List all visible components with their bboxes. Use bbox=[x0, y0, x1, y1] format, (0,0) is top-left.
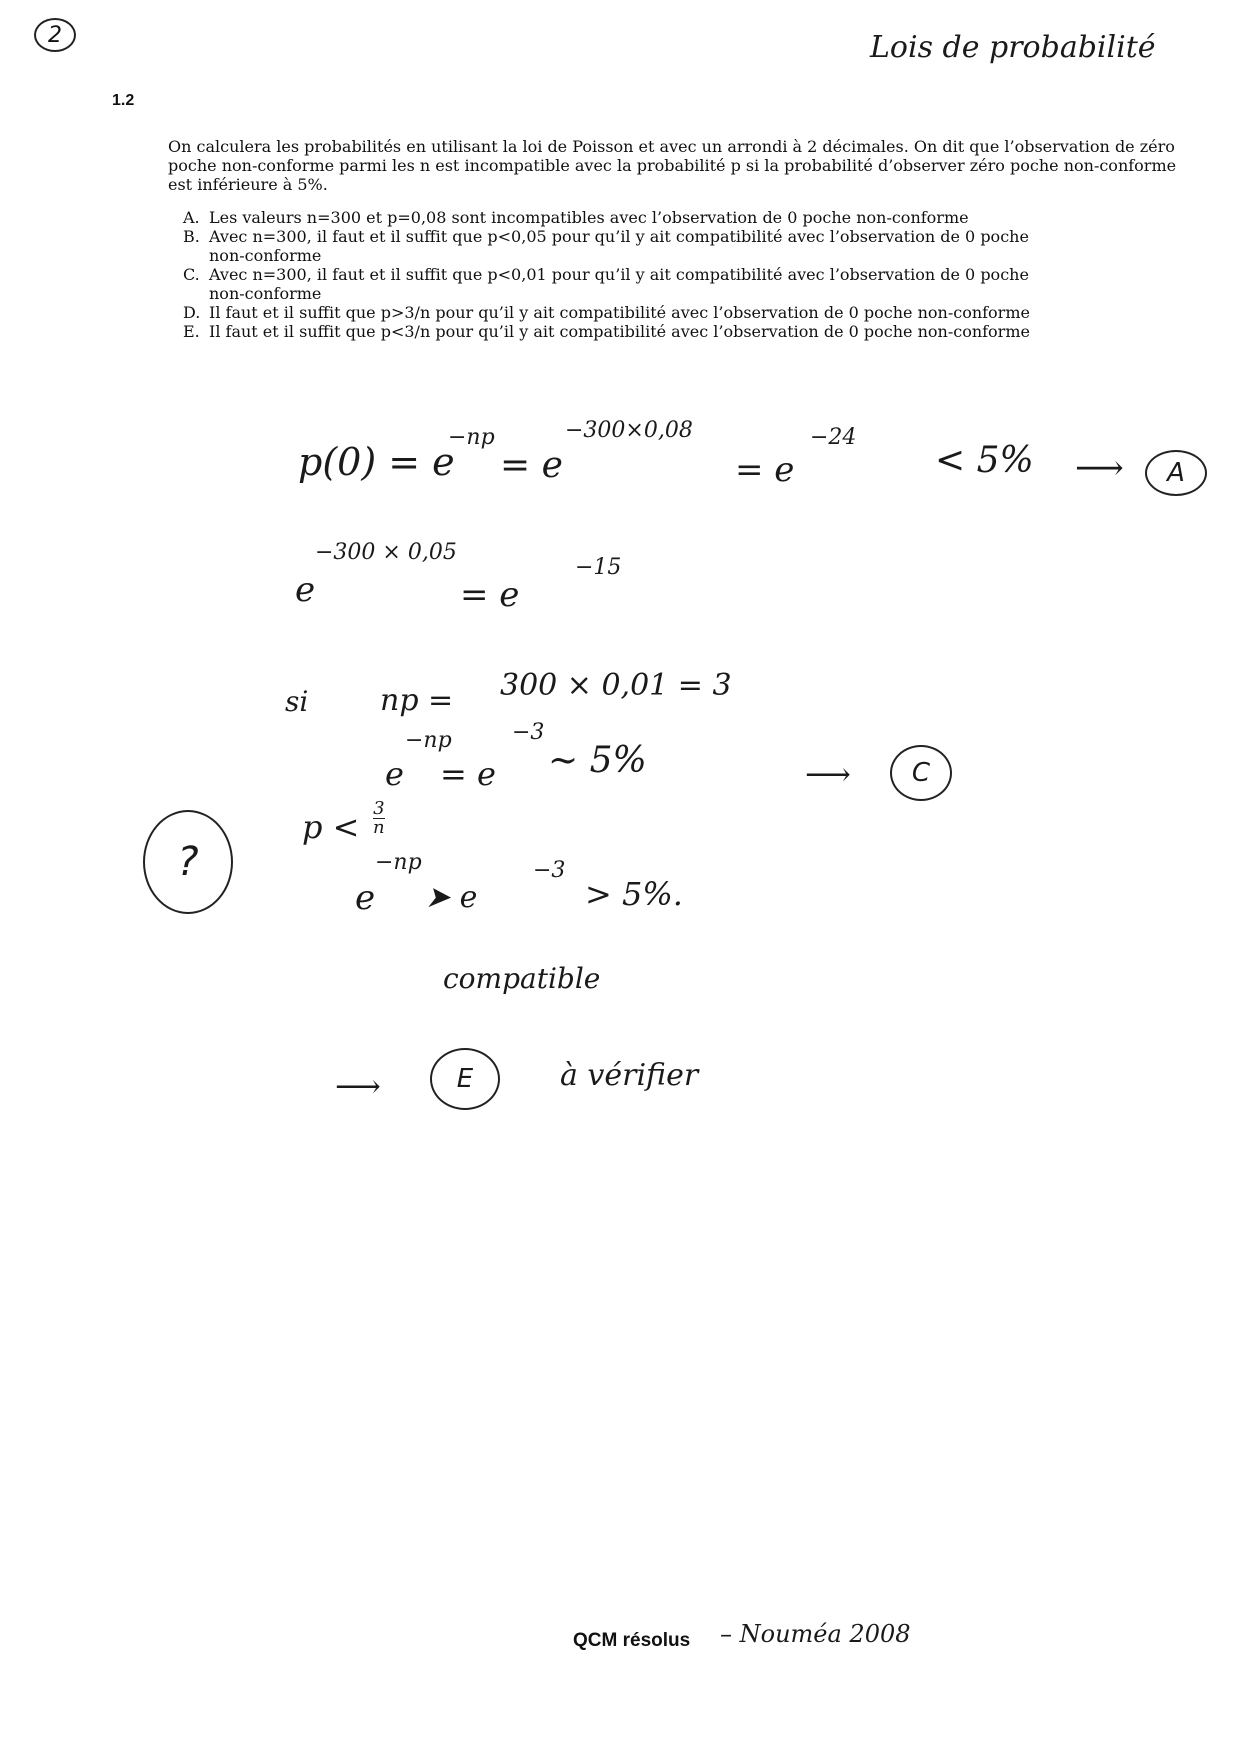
note-l1-c-exponent: −24 bbox=[810, 425, 857, 450]
option-text: Les valeurs n=300 et p=0,08 sont incompatibles avec l’observation de 0 poche non-conforme bbox=[209, 208, 969, 227]
note-np: np = bbox=[380, 683, 454, 718]
note-l6-a: e bbox=[355, 878, 376, 918]
option-letter: B. bbox=[183, 227, 200, 246]
note-p0-exponent: −np bbox=[448, 425, 495, 450]
arrow-icon: ⟶ bbox=[805, 755, 851, 793]
note-l4-c: ~ 5% bbox=[548, 740, 647, 781]
note-l1-b-exponent: −300×0,08 bbox=[565, 418, 693, 443]
question-mark-circle bbox=[143, 810, 233, 914]
fraction-denominator: n bbox=[373, 817, 385, 838]
note-l2-a: e bbox=[295, 570, 316, 610]
page-number: 2 bbox=[48, 22, 62, 48]
note-compatible: compatible bbox=[443, 962, 601, 995]
section-title: Lois de probabilité bbox=[870, 30, 1156, 65]
arrow-icon: ⟶ bbox=[335, 1067, 381, 1105]
answer-circle-a bbox=[1145, 450, 1207, 496]
option-letter: A. bbox=[183, 208, 200, 227]
option-letter: C. bbox=[183, 265, 200, 284]
answer-circle-c bbox=[890, 745, 952, 801]
note-l2-b-exponent: −15 bbox=[575, 555, 622, 580]
note-l4-a: e bbox=[385, 755, 404, 793]
answer-letter: C bbox=[911, 758, 931, 788]
option-text: Il faut et il suffit que p<3/n pour qu’il y ait compatibilité avec l’observation de 0 poche non-conforme bbox=[209, 322, 1030, 341]
answer-letter: A bbox=[1167, 458, 1185, 488]
note-l1-b: = e bbox=[500, 445, 563, 486]
note-l6-b: ➤ e bbox=[425, 880, 478, 915]
note-l1-d: < 5% bbox=[935, 440, 1034, 481]
option-text: Avec n=300, il faut et il suffit que p<0,01 pour qu’il y ait compatibilité avec l’observation de 0 poche non-conforme bbox=[209, 265, 1029, 303]
option-b bbox=[183, 227, 1063, 265]
question-intro: On calculera les probabilités en utilisant la loi de Poisson et avec un arrondi à 2 décimales. On dit que l’observation de zéro poche non-conforme parmi les n est incompatible avec la probabilité p si la probabilité d’observer zéro poche non-conforme est inférieure à 5%. bbox=[168, 137, 1177, 194]
note-l6-c: > 5%. bbox=[585, 875, 683, 913]
fraction-numerator: 3 bbox=[373, 798, 385, 819]
note-l1-c: = e bbox=[735, 450, 795, 490]
note-l4-b-exponent: −3 bbox=[512, 720, 545, 745]
note-l2-b: = e bbox=[460, 575, 520, 615]
note-p0: p(0) = e bbox=[298, 440, 455, 484]
note-l6-b-exponent: −3 bbox=[533, 858, 566, 883]
note-l2-a-exponent: −300 × 0,05 bbox=[315, 540, 457, 565]
option-d bbox=[183, 303, 1063, 322]
note-verify: à vérifier bbox=[560, 1058, 699, 1093]
option-letter: D. bbox=[183, 303, 201, 322]
note-l4-a-exponent: −np bbox=[405, 728, 452, 753]
note-si: si bbox=[285, 685, 309, 718]
note-fraction bbox=[373, 800, 385, 837]
option-e bbox=[183, 322, 1063, 341]
option-a bbox=[183, 208, 1063, 227]
option-letter: E. bbox=[183, 322, 200, 341]
option-text: Avec n=300, il faut et il suffit que p<0,05 pour qu’il y ait compatibilité avec l’observation de 0 poche non-conforme bbox=[209, 227, 1029, 265]
note-l5-p: p < bbox=[302, 808, 360, 846]
question-number: 1.2 bbox=[112, 92, 135, 109]
note-l4-b: = e bbox=[440, 755, 496, 793]
note-l6-a-exponent: −np bbox=[375, 850, 422, 875]
footer-label: QCM résolus bbox=[573, 1630, 691, 1651]
note-np-calc: 300 × 0,01 = 3 bbox=[500, 668, 732, 703]
answer-options bbox=[183, 208, 1063, 341]
option-text: Il faut et il suffit que p>3/n pour qu’il y ait compatibilité avec l’observation de 0 poche non-conforme bbox=[209, 303, 1030, 322]
question-mark: ? bbox=[177, 839, 199, 885]
footer-note: – Nouméa 2008 bbox=[720, 1620, 911, 1648]
arrow-icon: ⟶ bbox=[1075, 448, 1124, 488]
option-c bbox=[183, 265, 1063, 303]
answer-letter: E bbox=[456, 1064, 474, 1094]
answer-circle-e bbox=[430, 1048, 500, 1110]
page-number-circle bbox=[34, 18, 76, 52]
